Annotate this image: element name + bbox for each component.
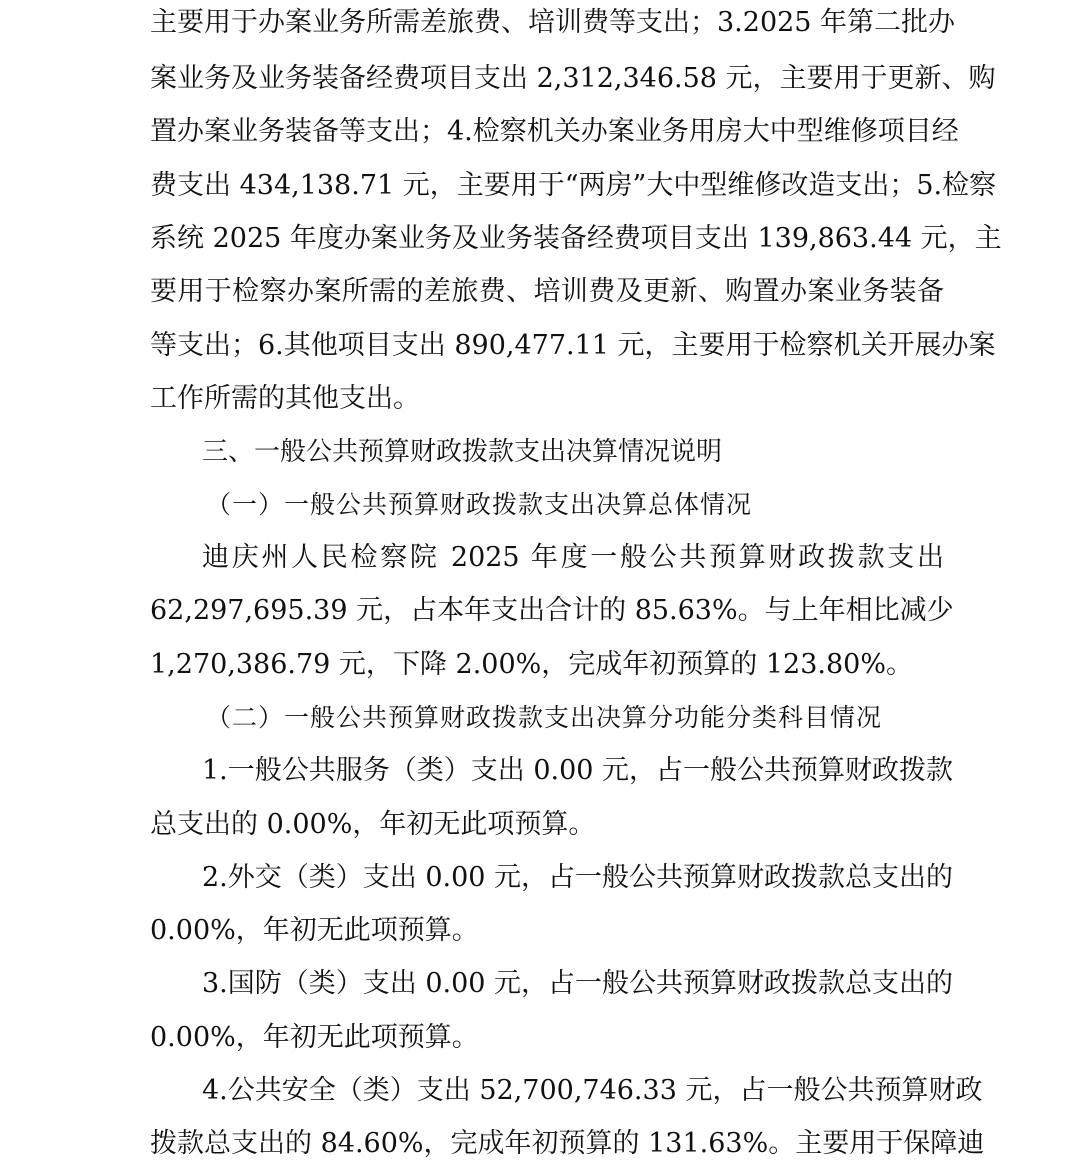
paragraph-line: 系统 2025 年度办案业务及业务装备经费项目支出 139,863.44 元，主 bbox=[150, 223, 1002, 254]
paragraph-line: 拨款总支出的 84.60%，完成年初预算的 131.63%。主要用于保障迪 bbox=[150, 1128, 985, 1159]
paragraph-line: 案业务及业务装备经费项目支出 2,312,346.58 元，主要用于更新、购 bbox=[150, 63, 996, 94]
subsection-heading: （二）一般公共预算财政拨款支出决算分功能分类科目情况 bbox=[206, 703, 883, 732]
paragraph-line: 62,297,695.39 元，占本年支出合计的 85.63%。与上年相比减少 bbox=[150, 595, 954, 626]
paragraph-line: 0.00%，年初无此项预算。 bbox=[150, 1022, 479, 1053]
paragraph-line: 1,270,386.79 元，下降 2.00%，完成年初预算的 123.80%。 bbox=[150, 649, 913, 680]
paragraph-line: 主要用于办案业务所需差旅费、培训费等支出；3.2025 年第二批办 bbox=[150, 7, 956, 38]
paragraph-line: 1.一般公共服务（类）支出 0.00 元，占一般公共预算财政拨款 bbox=[202, 755, 954, 786]
paragraph-line: 费支出 434,138.71 元，主要用于“两房”大中型维修改造支出；5.检察 bbox=[150, 170, 997, 201]
paragraph-line: 工作所需的其他支出。 bbox=[150, 383, 420, 414]
paragraph-line: 0.00%，年初无此项预算。 bbox=[150, 915, 479, 946]
paragraph-line: 等支出；6.其他项目支出 890,477.11 元，主要用于检察机关开展办案 bbox=[150, 330, 996, 361]
paragraph-line: 要用于检察办案所需的差旅费、培训费及更新、购置办案业务装备 bbox=[150, 276, 944, 307]
paragraph-line: 迪庆州人民检察院 2025 年度一般公共预算财政拨款支出 bbox=[202, 542, 944, 573]
paragraph-line: 置办案业务装备等支出；4.检察机关办案业务用房大中型维修项目经 bbox=[150, 116, 959, 147]
paragraph-line: 总支出的 0.00%，年初无此项预算。 bbox=[150, 809, 596, 840]
paragraph-line: 3.国防（类）支出 0.00 元，占一般公共预算财政拨款总支出的 bbox=[202, 968, 954, 999]
subsection-heading: （一）一般公共预算财政拨款支出决算总体情况 bbox=[206, 490, 753, 519]
paragraph-line: 2.外交（类）支出 0.00 元，占一般公共预算财政拨款总支出的 bbox=[202, 862, 954, 893]
paragraph-line: 4.公共安全（类）支出 52,700,746.33 元，占一般公共预算财政 bbox=[202, 1075, 983, 1106]
section-heading: 三、一般公共预算财政拨款支出决算情况说明 bbox=[202, 437, 723, 467]
